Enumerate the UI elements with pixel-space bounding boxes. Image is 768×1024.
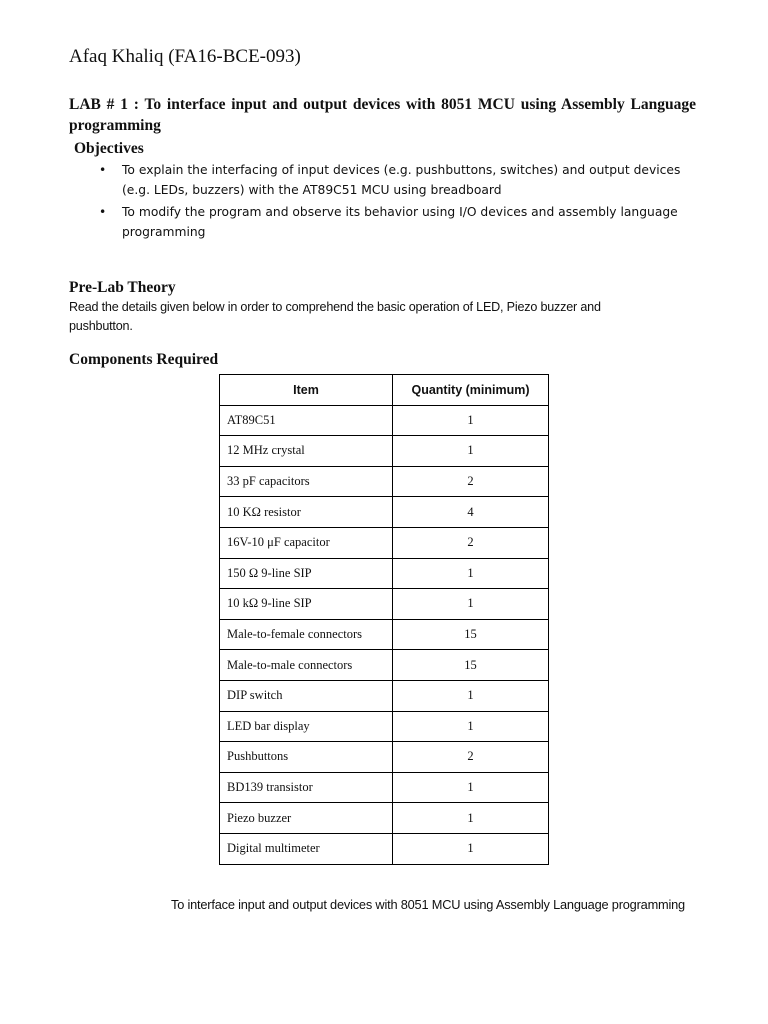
objective-text: To modify the program and observe its behavior using I/O devices and assembly language programming [122,205,678,239]
quantity-cell: 1 [393,803,549,834]
quantity-cell: 1 [393,711,549,742]
table-row [220,558,549,589]
author-name: Afaq Khaliq (FA16-BCE-093) [69,46,301,67]
item-cell: Male-to-female connectors [220,619,393,650]
item-cell: AT89C51 [220,405,393,436]
table-header-row [220,375,549,406]
item-cell: 150 Ω 9-line SIP [220,558,393,589]
item-cell: 10 kΩ 9-line SIP [220,589,393,620]
table-row [220,680,549,711]
table-row [220,436,549,467]
quantity-cell: 1 [393,558,549,589]
lab-title [69,94,696,136]
quantity-cell: 1 [393,680,549,711]
objective-text: To explain the interfacing of input devices (e.g. pushbuttons, switches) and output devices (e.g. LEDs, buzzers) with the AT89C51 MCU using breadboard [122,163,681,197]
lab-number: LAB # 1 : [69,96,139,113]
components-table [219,374,549,865]
objective-item [99,160,699,200]
table-row [220,711,549,742]
quantity-cell: 15 [393,619,549,650]
quantity-cell: 1 [393,405,549,436]
quantity-cell: 2 [393,466,549,497]
item-cell: 16V-10 μF capacitor [220,527,393,558]
table-row [220,772,549,803]
page-footer: To interface input and output devices with 8051 MCU using Assembly Language programming [171,897,685,912]
quantity-cell: 15 [393,650,549,681]
quantity-cell: 4 [393,497,549,528]
item-cell: Male-to-male connectors [220,650,393,681]
item-cell: 10 KΩ resistor [220,497,393,528]
quantity-cell: 1 [393,772,549,803]
item-cell: DIP switch [220,680,393,711]
table-row [220,405,549,436]
lab-description: To interface input and output devices with 8051 MCU using Assembly Language programming [69,96,696,134]
quantity-cell: 1 [393,436,549,467]
quantity-cell: 2 [393,527,549,558]
table-row [220,650,549,681]
quantity-cell: 2 [393,742,549,773]
table-row [220,497,549,528]
prelab-text: Read the details given below in order to comprehend the basic operation of LED, Piezo buzzer and pushbutton. [69,300,601,333]
column-header-quantity: Quantity (minimum) [393,375,549,406]
item-cell: LED bar display [220,711,393,742]
table-row [220,466,549,497]
quantity-cell: 1 [393,589,549,620]
table-row [220,833,549,864]
quantity-cell: 1 [393,833,549,864]
table-row [220,527,549,558]
components-heading: Components Required [69,351,219,368]
objective-item [99,202,699,242]
objectives-list [99,160,699,244]
bullet-icon: • [99,205,107,219]
prelab-heading: Pre-Lab Theory [69,279,176,296]
item-cell: Pushbuttons [220,742,393,773]
item-cell: Digital multimeter [220,833,393,864]
objectives-heading: Objectives [74,140,144,157]
bullet-icon: • [99,163,107,177]
table-row [220,803,549,834]
column-header-item: Item [220,375,393,406]
item-cell: BD139 transistor [220,772,393,803]
item-cell: 12 MHz crystal [220,436,393,467]
item-cell: Piezo buzzer [220,803,393,834]
table-row [220,619,549,650]
item-cell: 33 pF capacitors [220,466,393,497]
table-row [220,742,549,773]
table-row [220,589,549,620]
